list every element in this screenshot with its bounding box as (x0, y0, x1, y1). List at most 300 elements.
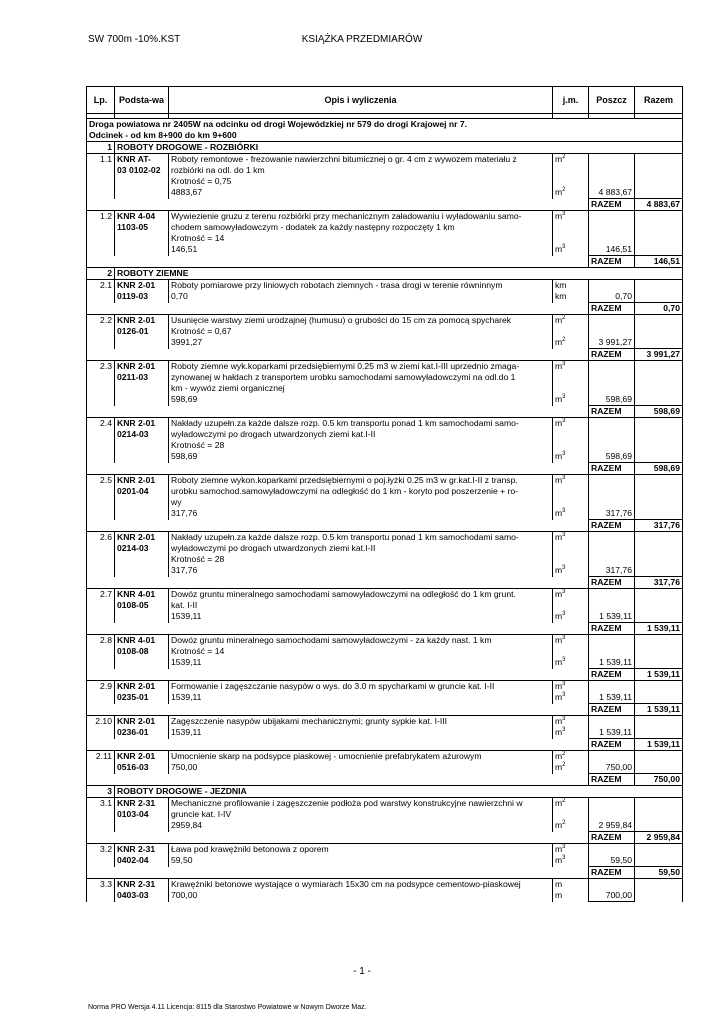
razem-cell (635, 372, 683, 383)
item-unit (553, 451, 589, 463)
table-row (87, 222, 683, 233)
estimate-table (86, 86, 683, 902)
podstawa-line: 0235-01 (117, 692, 149, 702)
poszcz-cell (589, 326, 635, 337)
item-poszcz-value: 3 991,27 (589, 337, 635, 349)
table-row (87, 657, 683, 669)
item-poszcz-value: 317,76 (589, 508, 635, 520)
item-lp: 2.1 (87, 280, 115, 303)
item-description: Roboty pomiarowe przy liniowych robotach ziemnych - trasa drogi w terenie równinnym (169, 280, 553, 292)
table-row (87, 497, 683, 508)
item-lp: 2.8 (87, 635, 115, 669)
podstawa-line: KNR 2-31 (117, 879, 156, 889)
poszcz-cell (589, 211, 635, 223)
item-unit (553, 361, 589, 373)
item-lp: 3.3 (87, 879, 115, 902)
razem-blank (87, 303, 589, 315)
unit-label: $m^3$ (555, 361, 566, 371)
item-calc-value: 1539,11 (169, 657, 553, 669)
unit-label: m (555, 890, 563, 900)
unit-label: $m^2$ (555, 337, 566, 347)
item-unit (553, 879, 589, 891)
poszcz-cell (589, 361, 635, 373)
razem-blank (87, 577, 589, 589)
item-unit (553, 890, 589, 902)
item-unit (553, 154, 589, 166)
item-poszcz-value: 59,50 (589, 855, 635, 867)
razem-blank (87, 520, 589, 532)
unit-label: $m^3$ (555, 244, 566, 254)
table-row (87, 165, 683, 176)
podstawa-line: KNR 2-01 (117, 751, 156, 761)
table-row (87, 681, 683, 693)
item-unit (553, 315, 589, 327)
razem-cell (635, 165, 683, 176)
razem-value: 2 959,84 (635, 832, 683, 844)
table-row (87, 879, 683, 891)
unit-label: $m^3$ (555, 211, 566, 221)
page-number: - 1 - (353, 966, 371, 977)
item-calc-value: 750,00 (169, 762, 553, 774)
unit-label: $m^3$ (555, 418, 566, 428)
table-row (87, 890, 683, 902)
podstawa-line: 0108-08 (117, 646, 149, 656)
podstawa-line: KNR 2-01 (117, 475, 156, 485)
item-poszcz-value: 750,00 (589, 762, 635, 774)
podstawa-line: 1103-05 (117, 222, 149, 232)
item-unit (553, 692, 589, 704)
unit-cell (553, 440, 589, 451)
razem-value: 146,51 (635, 256, 683, 268)
poszcz-cell (589, 418, 635, 430)
item-unit (553, 820, 589, 832)
razem-cell (635, 543, 683, 554)
razem-cell (635, 361, 683, 373)
item-podstawa (115, 532, 169, 577)
poszcz-cell (589, 233, 635, 244)
razem-value: 1 539,11 (635, 739, 683, 751)
poszcz-cell (589, 532, 635, 544)
poszcz-cell (589, 798, 635, 810)
podstawa-line: 0403-03 (117, 890, 149, 900)
razem-label: RAZEM (589, 704, 635, 716)
road-description-row (87, 119, 683, 142)
poszcz-cell (589, 681, 635, 693)
item-unit (553, 280, 589, 292)
item-lp: 2.6 (87, 532, 115, 577)
unit-label: $m^2$ (555, 154, 566, 164)
poszcz-cell (589, 176, 635, 187)
razem-cell (635, 646, 683, 657)
poszcz-cell (589, 165, 635, 176)
table-row (87, 565, 683, 577)
poszcz-cell (589, 554, 635, 565)
col-podstawa-header: Podsta-wa (115, 87, 169, 114)
unit-label: $m^3$ (555, 565, 566, 575)
item-calc-value: 700,00 (169, 890, 553, 902)
razem-row (87, 832, 683, 844)
item-unit (553, 475, 589, 487)
razem-value: 3 991,27 (635, 349, 683, 361)
item-podstawa (115, 154, 169, 199)
podstawa-line: KNR 2-01 (117, 532, 156, 542)
razem-row (87, 406, 683, 418)
poszcz-cell (589, 844, 635, 856)
item-description: Umocnienie skarp na podsypce piaskowej - umocnienie prefabrykatem ażurowym (169, 751, 553, 763)
item-unit (553, 508, 589, 520)
item-poszcz-value: 4 883,67 (589, 187, 635, 199)
document-title: KSIĄŻKA PRZEDMIARÓW (301, 34, 423, 45)
unit-label: $m^3$ (555, 727, 566, 737)
unit-label: $m^3$ (555, 508, 566, 518)
razem-row (87, 867, 683, 879)
podstawa-line: 0211-03 (117, 372, 149, 382)
unit-label: $m^3$ (555, 716, 566, 726)
table-row (87, 451, 683, 463)
razem-cell (635, 798, 683, 810)
razem-cell (635, 280, 683, 292)
item-poszcz-value: 1 539,11 (589, 727, 635, 739)
razem-value: 1 539,11 (635, 669, 683, 681)
razem-blank (87, 406, 589, 418)
item-description-line: rozbiórki na odl. do 1 km (169, 165, 553, 176)
item-description: Roboty remontowe - frezowanie nawierzchni bitumicznej o gr. 4 cm z wywozem materiału z (169, 154, 553, 166)
item-podstawa (115, 211, 169, 256)
section-number: 3 (87, 786, 115, 798)
item-poszcz-value: 317,76 (589, 565, 635, 577)
table-row (87, 394, 683, 406)
item-podstawa (115, 280, 169, 303)
razem-label: RAZEM (589, 256, 635, 268)
section-number: 2 (87, 268, 115, 280)
item-poszcz-value: 598,69 (589, 451, 635, 463)
unit-label: $m^3$ (555, 451, 566, 461)
unit-cell (553, 497, 589, 508)
unit-cell (553, 165, 589, 176)
podstawa-line: KNR 4-01 (117, 589, 156, 599)
razem-blank (87, 199, 589, 211)
table-row (87, 692, 683, 704)
unit-label: $m^3$ (555, 635, 566, 645)
razem-label: RAZEM (589, 669, 635, 681)
razem-value: 598,69 (635, 463, 683, 475)
podstawa-line: KNR 4-04 (117, 211, 156, 221)
razem-label: RAZEM (589, 199, 635, 211)
razem-cell (635, 611, 683, 623)
podstawa-line: 0201-04 (117, 486, 149, 496)
razem-cell (635, 844, 683, 856)
item-unit (553, 798, 589, 810)
table-row (87, 554, 683, 565)
unit-cell (553, 429, 589, 440)
unit-cell (553, 554, 589, 565)
item-lp: 2.11 (87, 751, 115, 774)
unit-label: $m^3$ (555, 692, 566, 702)
unit-label: m (555, 879, 563, 889)
road-line-2: Odcinek - od km 8+900 do km 9+600 (89, 130, 237, 140)
poszcz-cell (589, 497, 635, 508)
table-row (87, 361, 683, 373)
item-lp: 1.2 (87, 211, 115, 256)
table-row (87, 280, 683, 292)
table-row (87, 855, 683, 867)
razem-value: 1 539,11 (635, 704, 683, 716)
table-row (87, 820, 683, 832)
table-row (87, 532, 683, 544)
item-unit (553, 532, 589, 544)
razem-cell (635, 751, 683, 763)
table-row (87, 418, 683, 430)
poszcz-cell (589, 751, 635, 763)
item-calc-value: 146,51 (169, 244, 553, 256)
item-podstawa (115, 879, 169, 902)
item-lp: 3.2 (87, 844, 115, 867)
podstawa-line: KNR 2-01 (117, 361, 156, 371)
razem-cell (635, 326, 683, 337)
unit-cell (553, 809, 589, 820)
item-description: Mechaniczne profilowanie i zagęszczenie podłoża pod warstwy konstrukcyjne nawierzchni w (169, 798, 553, 810)
unit-cell (553, 646, 589, 657)
item-description-line: wyładowczymi po drogach utwardzonych ziemi kat.I-II (169, 429, 553, 440)
col-jm-header: j.m. (553, 87, 589, 114)
unit-label: $m^2$ (555, 798, 566, 808)
razem-cell (635, 429, 683, 440)
razem-cell (635, 532, 683, 544)
item-unit (553, 762, 589, 774)
item-unit (553, 727, 589, 739)
item-calc-value: 1539,11 (169, 692, 553, 704)
razem-row (87, 256, 683, 268)
table-row (87, 291, 683, 303)
item-unit (553, 681, 589, 693)
razem-blank (87, 669, 589, 681)
unit-cell (553, 326, 589, 337)
item-lp: 2.5 (87, 475, 115, 520)
razem-row (87, 520, 683, 532)
razem-cell (635, 211, 683, 223)
unit-label: $m^3$ (555, 532, 566, 542)
razem-cell (635, 418, 683, 430)
poszcz-cell (589, 315, 635, 327)
table-row (87, 429, 683, 440)
section-title: ROBOTY ZIEMNE (115, 268, 683, 280)
table-row (87, 176, 683, 187)
item-description: Wywiezienie gruzu z terenu rozbiórki przy mechanicznym załadowaniu i wyładowaniu samo- (169, 211, 553, 223)
table-row (87, 844, 683, 856)
razem-cell (635, 589, 683, 601)
table-row (87, 646, 683, 657)
unit-label: $m^2$ (555, 187, 566, 197)
poszcz-cell (589, 589, 635, 601)
razem-cell (635, 508, 683, 520)
poszcz-cell (589, 646, 635, 657)
item-unit (553, 844, 589, 856)
razem-cell (635, 879, 683, 891)
razem-cell (635, 154, 683, 166)
table-row (87, 762, 683, 774)
table-row (87, 337, 683, 349)
razem-cell (635, 337, 683, 349)
unit-label: $m^3$ (555, 657, 566, 667)
razem-row (87, 349, 683, 361)
unit-label: $m^3$ (555, 844, 566, 854)
razem-row (87, 577, 683, 589)
unit-cell (553, 543, 589, 554)
road-line-1: Droga powiatowa nr 2405W na odcinku od drogi Wojewódzkiej nr 579 do drogi Krajowej nr 7. (89, 119, 468, 129)
unit-label: $m^3$ (555, 855, 566, 865)
razem-cell (635, 383, 683, 394)
item-podstawa (115, 798, 169, 832)
unit-cell (553, 372, 589, 383)
item-description-line: Krotność = 0,67 (169, 326, 553, 337)
item-description-line: chodem samowyładowczym - dodatek za każdy następny rozpoczęty 1 km (169, 222, 553, 233)
item-description-line: urobku samochod.samowyładowczymi na odległość do 1 km - koryto pod poszerzenie + ro- (169, 486, 553, 497)
unit-label: $m^2$ (555, 751, 566, 761)
razem-cell (635, 315, 683, 327)
razem-cell (635, 890, 683, 902)
table-row (87, 508, 683, 520)
razem-blank (87, 774, 589, 786)
item-podstawa (115, 635, 169, 669)
item-podstawa (115, 361, 169, 406)
item-description: Nakłady uzupełn.za każde dalsze rozp. 0.5 km transportu ponad 1 km samochodami samo- (169, 532, 553, 544)
item-poszcz-value: 1 539,11 (589, 611, 635, 623)
unit-cell (553, 383, 589, 394)
table-row (87, 475, 683, 487)
razem-label: RAZEM (589, 577, 635, 589)
item-calc-value: 2959,84 (169, 820, 553, 832)
podstawa-line: 0236-01 (117, 727, 149, 737)
razem-blank (87, 623, 589, 635)
podstawa-line: 0103-04 (117, 809, 149, 819)
razem-label: RAZEM (589, 520, 635, 532)
item-lp: 2.7 (87, 589, 115, 623)
poszcz-cell (589, 440, 635, 451)
razem-cell (635, 635, 683, 647)
table-row (87, 372, 683, 383)
item-unit (553, 187, 589, 199)
table-row (87, 440, 683, 451)
razem-cell (635, 692, 683, 704)
col-razem-header: Razem (635, 87, 683, 114)
unit-label: $m^3$ (555, 475, 566, 485)
item-unit (553, 635, 589, 647)
item-description: Formowanie i zagęszczanie nasypów o wys. do 3.0 m spycharkami w gruncie kat. I-II (169, 681, 553, 693)
col-opis-header: Opis i wyliczenia (169, 87, 553, 114)
razem-cell (635, 657, 683, 669)
item-description: Roboty ziemne wyk.koparkami przedsiębiernymi 0.25 m3 w ziemi kat.I-III uprzednio zmaga- (169, 361, 553, 373)
razem-label: RAZEM (589, 739, 635, 751)
section-number: 1 (87, 142, 115, 154)
table-row (87, 751, 683, 763)
item-podstawa (115, 589, 169, 623)
item-description-line: Krotność = 14 (169, 233, 553, 244)
razem-label: RAZEM (589, 406, 635, 418)
unit-cell (553, 486, 589, 497)
razem-cell (635, 855, 683, 867)
poszcz-cell (589, 222, 635, 233)
razem-cell (635, 451, 683, 463)
table-row (87, 589, 683, 601)
item-calc-value: 317,76 (169, 565, 553, 577)
podstawa-line: KNR AT- (117, 154, 151, 164)
footer-license: Norma PRO Wersja 4.11 Licencja: 8115 dla Starostwo Powiatowe w Nowym Dworze Maz. (88, 1004, 367, 1011)
razem-blank (87, 867, 589, 879)
item-unit (553, 716, 589, 728)
item-unit (553, 657, 589, 669)
razem-cell (635, 291, 683, 303)
section-title: ROBOTY DROGOWE - JEZDNIA (115, 786, 683, 798)
razem-value: 0,70 (635, 303, 683, 315)
razem-cell (635, 762, 683, 774)
razem-label: RAZEM (589, 774, 635, 786)
razem-row (87, 199, 683, 211)
item-calc-value: 59,50 (169, 855, 553, 867)
table-row (87, 611, 683, 623)
podstawa-line: KNR 2-01 (117, 681, 156, 691)
razem-cell (635, 244, 683, 256)
item-poszcz-value: 0,70 (589, 291, 635, 303)
razem-blank (87, 704, 589, 716)
razem-cell (635, 222, 683, 233)
table-row (87, 326, 683, 337)
item-unit (553, 394, 589, 406)
poszcz-cell (589, 372, 635, 383)
item-poszcz-value: 1 539,11 (589, 692, 635, 704)
razem-label: RAZEM (589, 623, 635, 635)
item-lp: 1.1 (87, 154, 115, 199)
podstawa-line: 0108-05 (117, 600, 149, 610)
razem-cell (635, 497, 683, 508)
item-unit (553, 291, 589, 303)
item-description: Zagęszczenie nasypów ubijakami mechanicznymi; grunty sypkie kat. I-III (169, 716, 553, 728)
item-calc-value: 3991,27 (169, 337, 553, 349)
razem-cell (635, 681, 683, 693)
unit-cell (553, 233, 589, 244)
table-row (87, 383, 683, 394)
unit-label: $m^3$ (555, 589, 566, 599)
razem-cell (635, 727, 683, 739)
razem-value: 1 539,11 (635, 623, 683, 635)
item-lp: 2.10 (87, 716, 115, 739)
item-description-line: wy (169, 497, 553, 508)
unit-label: $m^2$ (555, 762, 566, 772)
section-row (87, 786, 683, 798)
podstawa-line: KNR 2-01 (117, 716, 156, 726)
table-row (87, 727, 683, 739)
razem-value: 750,00 (635, 774, 683, 786)
podstawa-line: 0516-03 (117, 762, 149, 772)
razem-value: 317,76 (635, 577, 683, 589)
unit-label: $m^3$ (555, 611, 566, 621)
razem-cell (635, 475, 683, 487)
item-description-line: km - wywóz ziemi organicznej (169, 383, 553, 394)
item-calc-value: 4883,67 (169, 187, 553, 199)
item-poszcz-value: 1 539,11 (589, 657, 635, 669)
razem-value: 598,69 (635, 406, 683, 418)
item-description: Dowóz gruntu mineralnego samochodami samowyładowczymi - za każdy nast. 1 km (169, 635, 553, 647)
item-description-line: wyładowczymi po drogach utwardzonych ziemi kat.I-II (169, 543, 553, 554)
unit-label: $m^3$ (555, 394, 566, 404)
unit-label: km (555, 280, 567, 290)
item-lp: 2.9 (87, 681, 115, 704)
podstawa-line: 0214-03 (117, 429, 149, 439)
podstawa-line: KNR 2-01 (117, 280, 156, 290)
razem-cell (635, 565, 683, 577)
table-row (87, 635, 683, 647)
item-calc-value: 598,69 (169, 394, 553, 406)
poszcz-cell (589, 383, 635, 394)
